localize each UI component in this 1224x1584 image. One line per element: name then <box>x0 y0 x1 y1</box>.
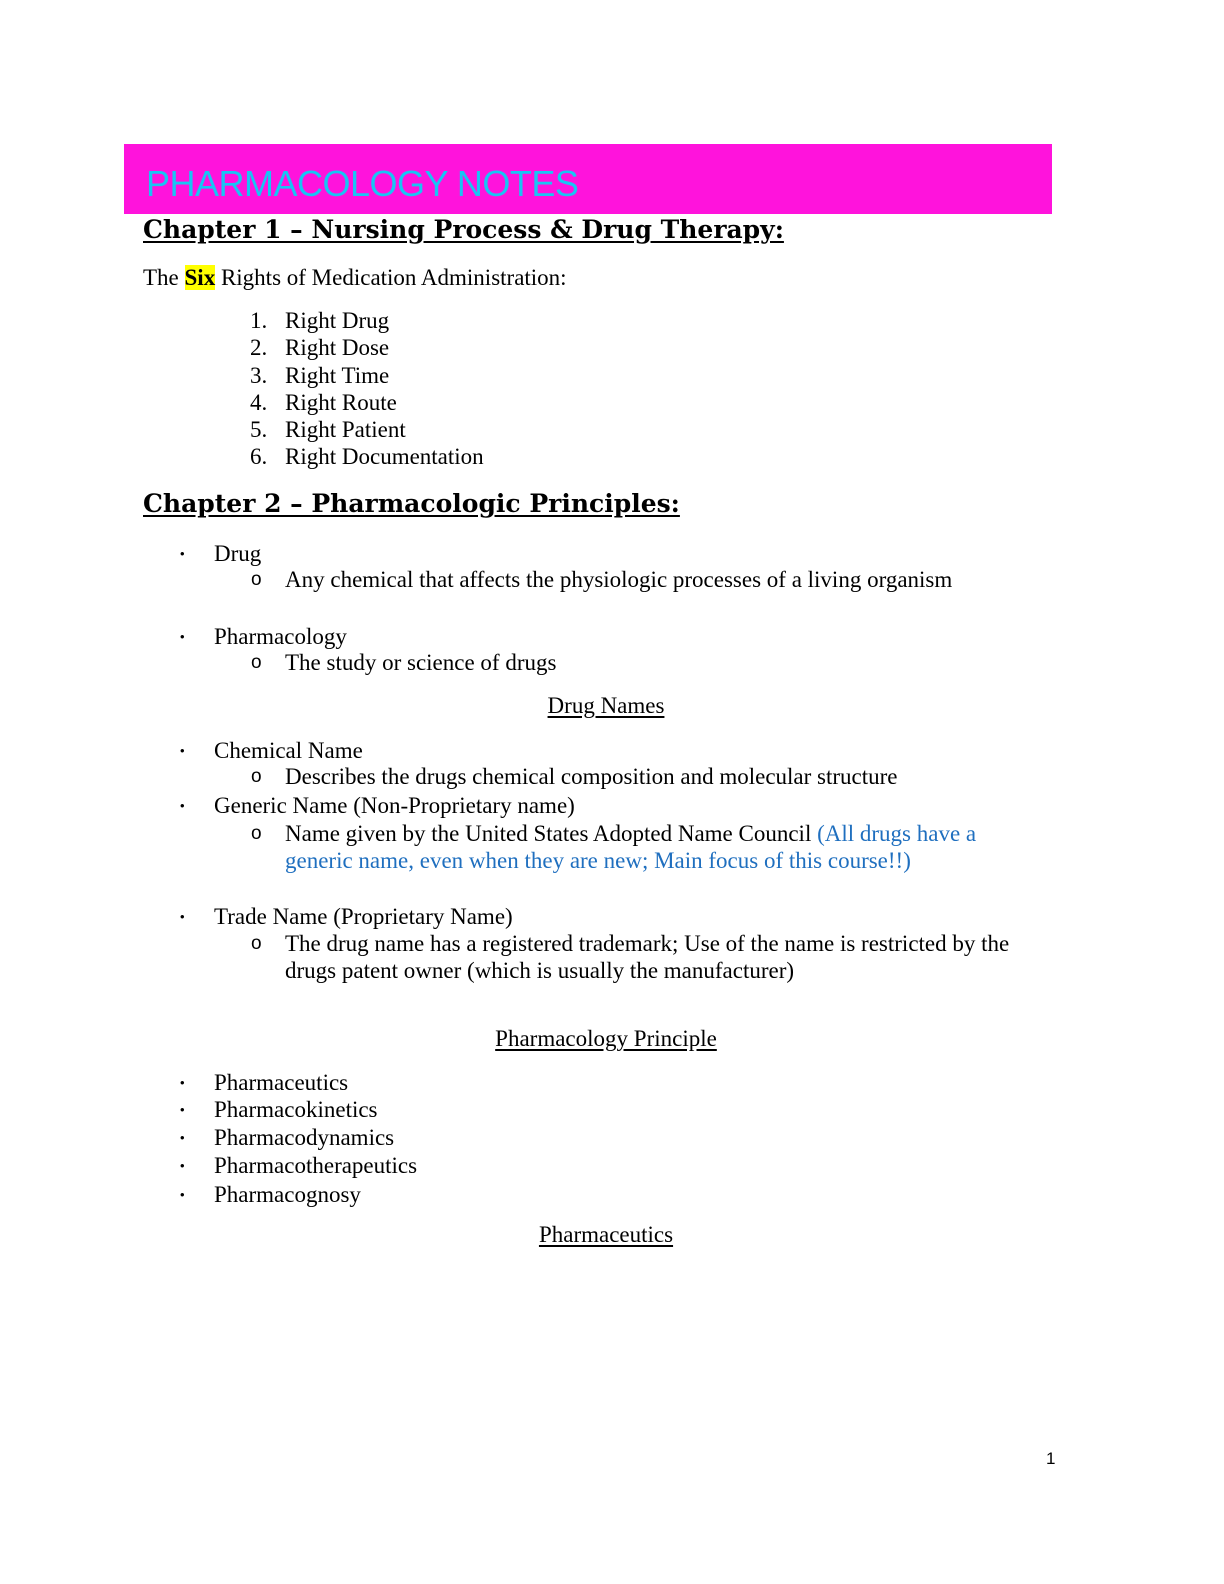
sub-bullet-icon: o <box>251 652 262 673</box>
term-trade-name: Trade Name (Proprietary Name) <box>214 904 513 929</box>
chapter-1-heading: Chapter 1 – Nursing Process & Drug Therapy: <box>143 215 784 244</box>
term-generic-name: Generic Name (Non-Proprietary name) <box>214 793 575 818</box>
bullet-icon: • <box>180 629 185 644</box>
list-number: 1. <box>250 308 268 333</box>
list-item: Pharmacotherapeutics <box>214 1153 418 1178</box>
list-item: Pharmacodynamics <box>214 1125 395 1150</box>
list-item: Pharmaceutics <box>214 1070 349 1095</box>
bullet-icon: • <box>180 1130 185 1145</box>
list-number: 4. <box>250 390 268 415</box>
list-item: Right Patient <box>285 417 406 442</box>
intro-text-after: Rights of Medication Administration: <box>215 265 567 290</box>
title-banner <box>124 144 1052 214</box>
definition-trade-name: The drug name has a registered trademark; Use of the name is restricted by the drugs patent owner (which is usually the manufacturer) <box>285 931 1010 983</box>
bullet-icon: • <box>180 909 185 924</box>
definition-chemical-name: Describes the drugs chemical composition and molecular structure <box>285 764 898 789</box>
list-item: Right Time <box>285 363 390 388</box>
intro-text-before: The <box>143 265 185 290</box>
bullet-icon: • <box>180 1102 185 1117</box>
list-item: Pharmacokinetics <box>214 1097 378 1122</box>
bullet-icon: • <box>180 546 185 561</box>
list-number: 6. <box>250 444 268 469</box>
bullet-icon: • <box>180 743 185 758</box>
page-number: 1 <box>1046 1449 1056 1468</box>
sub-bullet-icon: o <box>251 569 262 590</box>
list-item: Right Dose <box>285 335 390 360</box>
term-chemical-name: Chemical Name <box>214 738 363 763</box>
highlighted-word: Six <box>184 265 216 290</box>
definition-drug: Any chemical that affects the physiologic processes of a living organism <box>285 567 953 592</box>
sub-bullet-icon: o <box>251 933 262 954</box>
list-item: Pharmacognosy <box>214 1182 361 1207</box>
definition-pharmacology: The study or science of drugs <box>285 650 557 675</box>
generic-name-note: (All drugs have a generic name, even when they are new; Main focus of this course!!) <box>285 821 977 873</box>
rights-intro <box>143 264 567 291</box>
bullet-icon: • <box>180 798 185 813</box>
list-number: 2. <box>250 335 268 360</box>
list-item: Right Route <box>285 390 397 415</box>
list-number: 3. <box>250 363 268 388</box>
bullet-icon: • <box>180 1075 185 1090</box>
list-item: Right Documentation <box>285 444 484 469</box>
bullet-icon: • <box>180 1187 185 1202</box>
sub-bullet-icon: o <box>251 823 262 844</box>
list-item: Right Drug <box>285 308 390 333</box>
list-number: 5. <box>250 417 268 442</box>
pharmaceutics-heading: Pharmaceutics <box>538 1222 674 1247</box>
definition-generic-text: Name given by the United States Adopted Name Council <box>285 821 818 846</box>
term-pharmacology: Pharmacology <box>214 624 347 649</box>
pharmacology-principle-heading: Pharmacology Principle <box>495 1026 717 1051</box>
sub-bullet-icon: o <box>251 766 262 787</box>
document-title: PHARMACOLOGY NOTES <box>146 163 579 204</box>
definition-generic-name <box>285 820 1045 874</box>
drug-names-heading: Drug Names <box>547 693 665 718</box>
bullet-icon: • <box>180 1158 185 1173</box>
term-drug: Drug <box>214 541 262 566</box>
chapter-2-heading: Chapter 2 – Pharmacologic Principles: <box>143 489 680 518</box>
